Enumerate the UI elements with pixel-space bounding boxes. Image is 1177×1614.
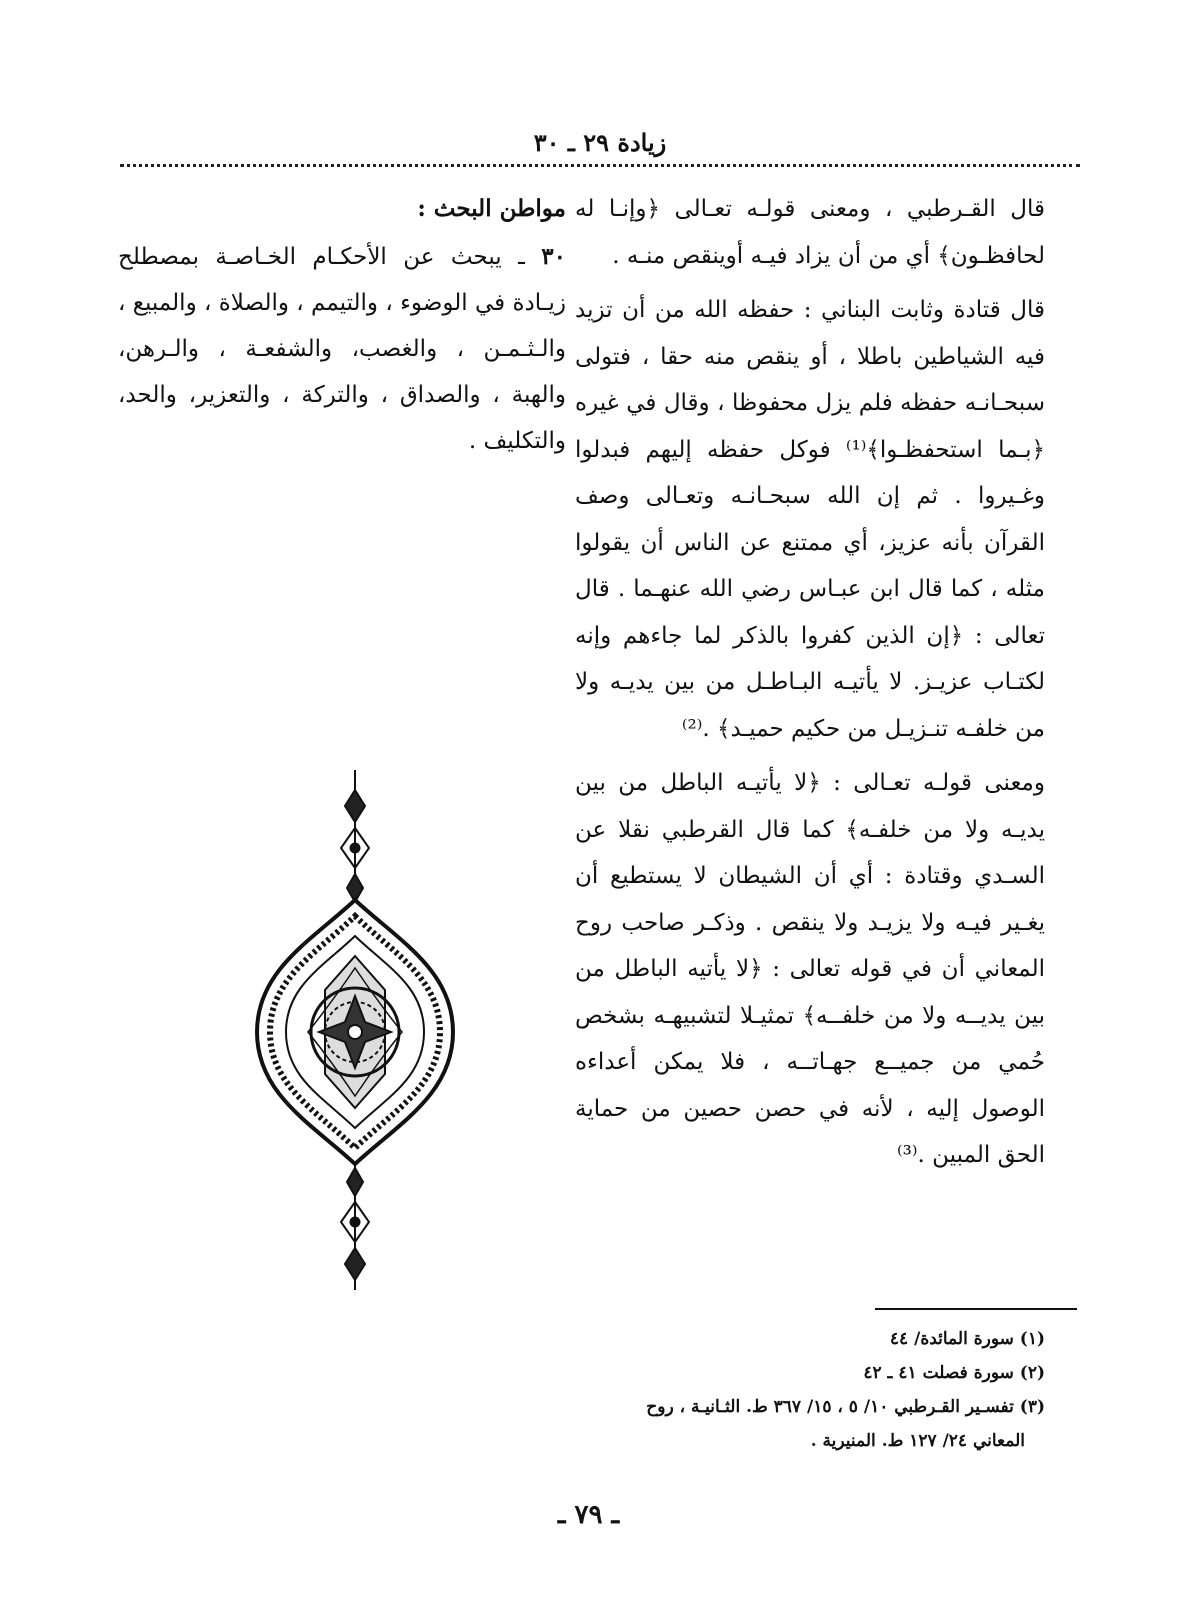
footnote-continuation: المعاني ٢٤/ ١٢٧ ط. المنيرية .: [810, 1431, 1025, 1451]
research-topics-column: [118, 186, 566, 464]
footnotes: [575, 1322, 1045, 1458]
header-dotted-divider: [120, 164, 1080, 167]
main-text-column: [575, 186, 1045, 1187]
arabesque-ornament-icon: [248, 770, 462, 1290]
section-heading: مواطن البحث :: [417, 195, 566, 222]
footnote: (٣) تفسـير القـرطبي ١٠/ ٥ ، ١٥/ ٣٦٧ ط. الثـانيـة ، روح: [646, 1397, 1045, 1417]
running-header: زيادة ٢٩ ـ ٣٠: [533, 128, 667, 157]
paragraph: قال القـرطبي ، ومعنى قولـه تعـالى ﴿وإنـا له لحافظـون﴾ أي من أن يزاد فيـه أوينقص منـه .: [575, 196, 1045, 269]
topic-item: [118, 234, 566, 464]
footnote: (١) سورة المائدة/ ٤٤: [889, 1329, 1045, 1349]
item-number: ٣٠: [541, 243, 566, 270]
page-number: ـ ٧٩ ـ: [557, 1500, 620, 1530]
paragraph: ومعنى قولـه تعـالى : ﴿لا يأتيـه الباطل من بين يديـه ولا من خلفـه﴾ كما قال القرطبي نقلا عن السـدي وقتادة : أي أن الشيطان لا يستطيع أن يغـير فيـه ولا يزيـد ولا ينقص . وذكـر صاحب روح المعاني أن في قوله تعالى : ﴿لا يأتيه الباطل من بين يديــه ولا من خلفــه﴾ تمثيـلا لتشبيهـه بشخص حُمي من جميــع جهـاتــه ، فلا يمكن أعداءه الوصول إليه ، لأنه في حصن حصين من حماية الحق المبين .⁽³⁾: [575, 770, 1045, 1168]
footnote-divider: [875, 1308, 1077, 1310]
paragraph: قال قتادة وثابت البناني : حفظه الله من أن تزيد فيه الشياطين باطلا ، أو ينقص منه حقا ، فتولى سبحـانـه حفظه فلم يزل محفوظا ، وقال في غيره ﴿بـما استحفظـوا﴾⁽¹⁾ فوكل حفظه إليهم فبدلوا وغـيروا . ثم إن الله سبحـانـه وتعـالى وصف القرآن بأنه عزيز، أي ممتنع عن الناس أن يقولوا مثله ، كما قال ابن عبـاس رضي الله عنهـما . قال تعالى : ﴿إن الذين كفروا بالذكر لما جاءهم وإنه لكتـاب عزيـز. لا يأتيـه البـاطـل من بين يديـه ولا من خلفـه تنـزيـل من حكيم حميـد﴾ .⁽²⁾: [575, 297, 1045, 742]
footnote: (٢) سورة فصلت ٤١ ـ ٤٢: [863, 1363, 1045, 1383]
item-text: ـ يبحث عن الأحكـام الخـاصـة بمصطلح زيـادة في الوضوء ، والتيمم ، والصلاة ، والمبيع ، والـثـمـن ، والغصب، والشفعـة ، والـرهن، والهبة ، والصداق ، والتركة ، والتعزير، والحد، والتكليف .: [118, 244, 566, 454]
